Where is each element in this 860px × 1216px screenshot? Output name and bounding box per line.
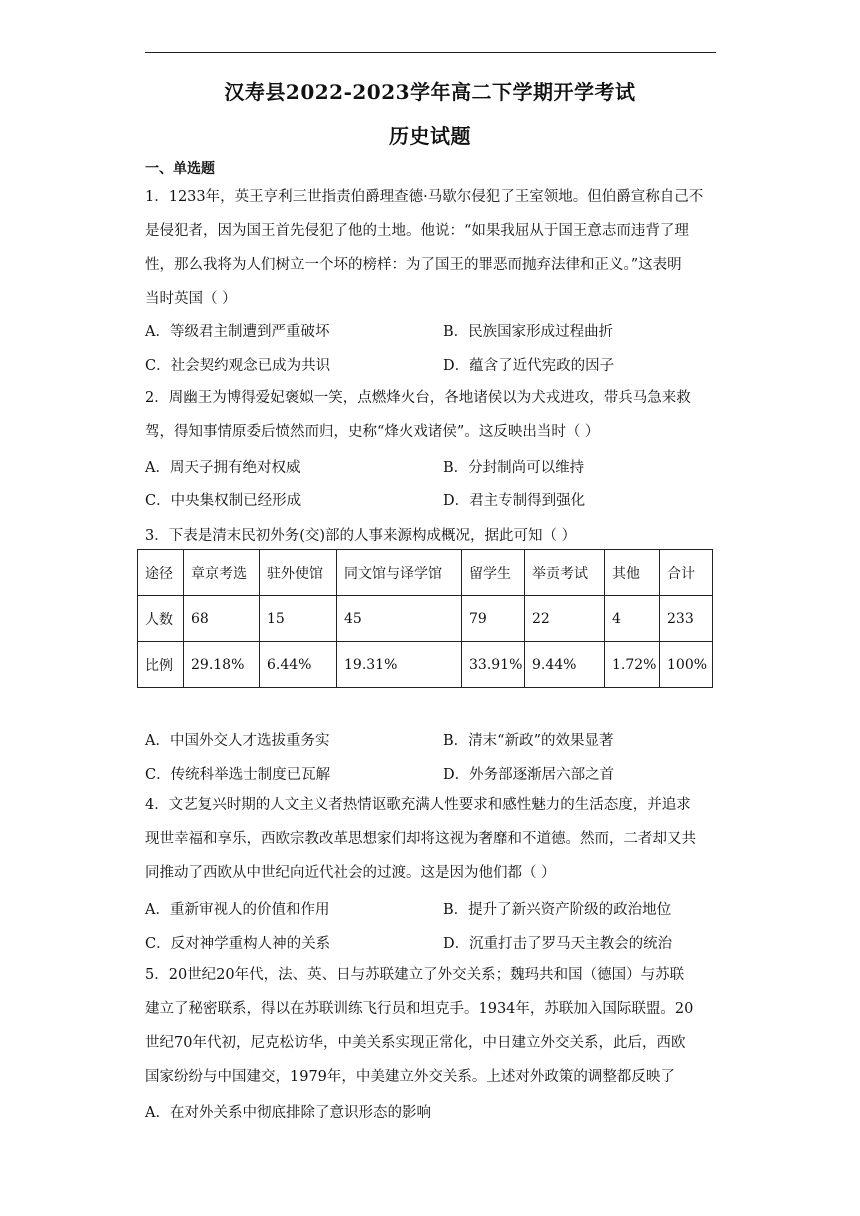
- question-text-line: 国家纷纷与中国建交，1979年，中美建立外交关系。上述对外政策的调整都反映了: [145, 1069, 675, 1085]
- q4-option-c[interactable]: C．反对神学重构人神的关系: [145, 936, 331, 952]
- section-heading: 一、单选题: [145, 161, 215, 177]
- table-cell: 9.44%: [525, 642, 605, 688]
- table-cell: 同文馆与译学馆: [337, 550, 462, 596]
- question-text-line: 驾，得知事情原委后愤然而归，史称“烽火戏诸侯”。这反映出当时（ ）: [145, 424, 600, 440]
- question-text-line: 建立了秘密联系，得以在苏联训练飞行员和坦克手。1934年，苏联加入国际联盟。20: [145, 1001, 694, 1017]
- exam-subtitle: 历史试题: [389, 124, 471, 148]
- table-cell: 68: [184, 596, 260, 642]
- table-cell: 100%: [660, 642, 713, 688]
- question-2-stem: [145, 381, 716, 449]
- q1-option-d[interactable]: D．蕴含了近代宪政的因子: [443, 358, 615, 374]
- q2-option-d[interactable]: D．君主专制得到强化: [443, 493, 586, 509]
- table-row: [138, 596, 713, 642]
- table-cell: 留学生: [462, 550, 525, 596]
- q1-option-b[interactable]: B．民族国家形成过程曲折: [443, 324, 614, 340]
- q3-option-c[interactable]: C．传统科举选士制度已瓦解: [145, 767, 331, 783]
- q2-option-a[interactable]: A．周天子拥有绝对权威: [145, 460, 301, 476]
- exam-title: 汉寿县2022-2023学年高二下学期开学考试: [224, 80, 636, 104]
- table-cell: 4: [605, 596, 660, 642]
- question-text-line: 同推动了西欧从中世纪向近代社会的过渡。这是因为他们都（ ）: [145, 865, 556, 881]
- q5-option-a[interactable]: A．在对外关系中彻底排除了意识形态的影响: [145, 1105, 431, 1121]
- table-cell: 233: [660, 596, 713, 642]
- q3-option-b[interactable]: B．清末“新政”的效果显著: [443, 733, 614, 749]
- personnel-source-table: [137, 549, 713, 688]
- q3-option-d[interactable]: D．外务部逐渐居六部之首: [443, 767, 615, 783]
- header-rule: [145, 52, 716, 53]
- q3-option-a[interactable]: A．中国外交人才选拔重务实: [145, 733, 330, 749]
- question-text-line: 1．1233年，英王亨利三世指责伯爵理查德·马歇尔侵犯了王室领地。但伯爵宣称自己不: [145, 189, 704, 205]
- question-text-line: 当时英国（ ）: [145, 291, 237, 307]
- table-row: [138, 550, 713, 596]
- q1-option-c[interactable]: C．社会契约观念已成为共识: [145, 358, 331, 374]
- q4-option-d[interactable]: D．沉重打击了罗马天主教会的统治: [443, 936, 673, 952]
- question-4-stem: [145, 788, 716, 890]
- table-cell: 合计: [660, 550, 713, 596]
- table-cell: 45: [337, 596, 462, 642]
- table-cell: 29.18%: [184, 642, 260, 688]
- question-text-line: 4．文艺复兴时期的人文主义者热情讴歌充满人性要求和感性魅力的生活态度，并追求: [145, 797, 691, 813]
- table-cell: 1.72%: [605, 642, 660, 688]
- table-cell: 人数: [138, 596, 184, 642]
- table-cell: 15: [260, 596, 337, 642]
- table-cell: 33.91%: [462, 642, 525, 688]
- table-cell: 驻外使馆: [260, 550, 337, 596]
- q4-option-b[interactable]: B．提升了新兴资产阶级的政治地位: [443, 902, 672, 918]
- q4-option-a[interactable]: A．重新审视人的价值和作用: [145, 902, 330, 918]
- question-text-line: 现世幸福和享乐，西欧宗教改革思想家们却将这视为奢靡和不道德。然而，二者却又共: [145, 831, 696, 847]
- question-text-line: 是侵犯者，因为国王首先侵犯了他的土地。他说：“如果我屈从于国王意志而违背了理: [145, 223, 689, 239]
- question-text-line: 2．周幽王为博得爱妃褒姒一笑，点燃烽火台，各地诸侯以为犬戎进攻，带兵马急来救: [145, 390, 691, 406]
- table-cell: 其他: [605, 550, 660, 596]
- table-cell: 79: [462, 596, 525, 642]
- q1-option-a[interactable]: A．等级君主制遭到严重破坏: [145, 324, 330, 340]
- question-5-stem: [145, 958, 716, 1094]
- q2-option-b[interactable]: B．分封制尚可以维持: [443, 460, 585, 476]
- table-cell: 22: [525, 596, 605, 642]
- table-cell: 途径: [138, 550, 184, 596]
- table-row: [138, 642, 713, 688]
- question-text-line: 世纪70年代初，尼克松访华，中美关系实现正常化，中日建立外交关系，此后，西欧: [145, 1035, 686, 1051]
- table-cell: 章京考选: [184, 550, 260, 596]
- table-cell: 6.44%: [260, 642, 337, 688]
- question-3-stem: 3．下表是清末民初外务(交)部的人事来源构成概况，据此可知（ ）: [145, 528, 577, 544]
- question-text-line: 5．20世纪20年代，法、英、日与苏联建立了外交关系；魏玛共和国（德国）与苏联: [145, 967, 685, 983]
- table-cell: 19.31%: [337, 642, 462, 688]
- table-cell: 比例: [138, 642, 184, 688]
- question-text-line: 性，那么我将为人们树立一个坏的榜样：为了国王的罪恶而抛弃法律和正义。”这表明: [145, 257, 682, 273]
- question-1-stem: [145, 180, 716, 316]
- q2-option-c[interactable]: C．中央集权制已经形成: [145, 493, 302, 509]
- table-cell: 举贡考试: [525, 550, 605, 596]
